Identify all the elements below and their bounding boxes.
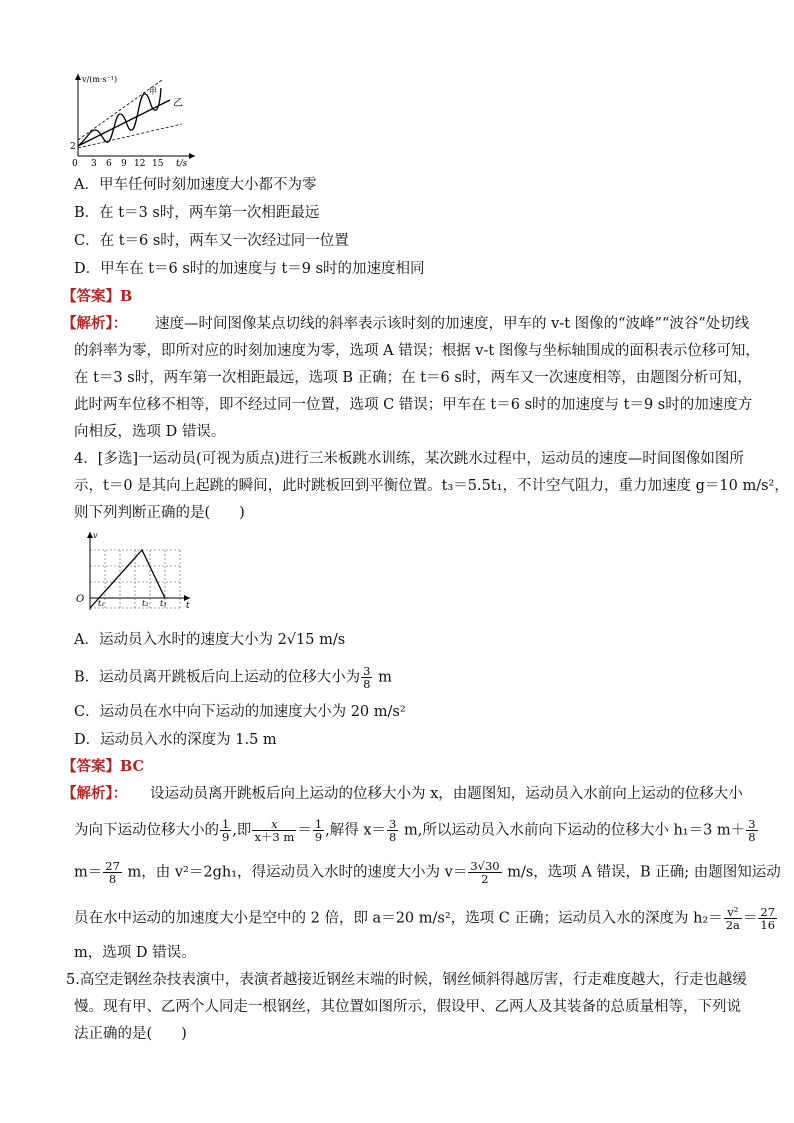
q3-analysis-line-3: 在 t＝3 s时，两车第一次相距最远，选项 B 正确；在 t＝6 s时，两车又一次速度相等，由题图分析可知， bbox=[74, 370, 752, 386]
q3-option-b: B．在 t＝3 s时，两车第一次相距最远 bbox=[74, 205, 320, 221]
q3-option-d: D．甲车在 t＝6 s时的加速度与 t＝9 s时的加速度相同 bbox=[74, 261, 425, 277]
fig1-y-axis-label: v/(m·s⁻¹) bbox=[82, 75, 118, 84]
fig1-x-tick-3: 3 bbox=[91, 159, 97, 169]
q5-stem-line-1: 5.高空走钢丝杂技表演中，表演者越接近钢丝末端的时候，钢丝倾斜得越厉害，行走难度越大，行走也越缓 bbox=[66, 972, 747, 988]
fig1-label-jia: 甲 bbox=[149, 87, 157, 96]
q3-analysis-line-5: 向相反，选项 D 错误。 bbox=[74, 424, 226, 440]
q3-option-a: A．甲车任何时刻加速度大小都不为零 bbox=[74, 177, 317, 193]
vt-graph-jia-yi bbox=[70, 70, 200, 170]
fig2-t-label: t bbox=[186, 601, 190, 611]
fig1-y-tick: 2 bbox=[70, 142, 76, 152]
q4-stem-line-2: 示，t＝0 是其向上起跳的瞬间，此时跳板回到平衡位置。t₃＝5.5t₁，不计空气阻力，重力加速度 g＝10 m/s²， bbox=[74, 478, 789, 494]
q3-answer: 【答案】B bbox=[62, 288, 133, 305]
q5-stem-line-3: 法正确的是( ) bbox=[74, 1026, 187, 1042]
fig2-origin: O bbox=[76, 594, 85, 605]
q4-option-d: D．运动员入水的深度为 1.5 m bbox=[74, 732, 277, 748]
q4-answer: 【答案】BC bbox=[62, 758, 145, 775]
q3-analysis-line-4: 此时两车位移不相等，即不经过同一位置，选项 C 错误；甲车在 t＝6 s时的加速度与 t＝9 s时的加速度方 bbox=[74, 397, 753, 413]
fig2-t1: t₁ bbox=[98, 599, 105, 608]
q3-analysis-line-2: 的斜率为零，即所对应的时刻加速度为零，选项 A 错误；根据 v-t 图像与坐标轴围成的面积表示位移可知， bbox=[74, 343, 760, 359]
vt-graph-diver bbox=[72, 528, 197, 613]
q4-option-b: B．运动员离开跳板后向上运动的位移大小为 $\frac{3}{8}$ m bbox=[74, 664, 392, 691]
q4-analysis-label: 【解析】： bbox=[62, 785, 128, 802]
q4-analysis-line-5: m，选项 D 错误。 bbox=[74, 945, 196, 961]
fig1-x-tick-6: 6 bbox=[106, 159, 112, 169]
fig1-x-tick-9: 9 bbox=[121, 159, 127, 169]
q4-analysis-line-4: 员在水中运动的加速度大小是空中的 2 倍，即 a＝20 m/s²，选项 C 正确；运动员入水的深度为 h₂＝ $\frac{\text{v²}}{2a}$ ＝ $\frac{27}{16}$ bbox=[74, 905, 776, 932]
q4-analysis-line-2: 为向下运动位移大小的 $\frac{1}{9}$ ,即 $\frac{x}{x+3 m}$ ＝ $\frac{1}{9}$ ,解得 x＝ $\frac{3}{8}$ m,所以运动员入水前向下运动的位移大小 h₁＝3 m＋ $\frac{3}{8}$ bbox=[74, 817, 756, 844]
fig1-x-tick-12: 12 bbox=[134, 159, 146, 169]
q4-analysis-line-1: 设运动员离开跳板后向上运动的位移大小为 x，由题图知，运动员入水前向上运动的位移大小 bbox=[150, 786, 743, 802]
q3-analysis-line-1: 速度—时间图像某点切线的斜率表示该时刻的加速度，甲车的 v-t 图像的“波峰”“波谷”处切线 bbox=[155, 316, 750, 332]
q3-analysis-label: 【解析】： bbox=[62, 315, 128, 332]
q4-option-a: A．运动员入水时的速度大小为 2√15 m/s bbox=[74, 632, 346, 648]
q3-option-c: C．在 t＝6 s时，两车又一次经过同一位置 bbox=[74, 233, 349, 249]
fig1-x-tick-15: 15 bbox=[152, 159, 164, 169]
fig2-v-label: v bbox=[93, 531, 98, 540]
fig1-x-axis-label: t/s bbox=[176, 159, 188, 169]
fig1-label-yi: 乙 bbox=[173, 98, 183, 109]
q4-option-c: C．运动员在水中向下运动的加速度大小为 20 m/s² bbox=[74, 704, 406, 720]
fig2-t2: t₂ bbox=[142, 599, 149, 608]
q4-stem-line-3: 则下列判断正确的是( ) bbox=[74, 505, 245, 521]
fig2-t3: t₃ bbox=[160, 599, 167, 608]
q5-stem-line-2: 慢。现有甲、乙两个人同走一根钢丝，其位置如图所示，假设甲、乙两人及其装备的总质量相等，下列说 bbox=[74, 999, 741, 1015]
fig1-origin: 0 bbox=[72, 159, 78, 169]
q4-analysis-line-3: m＝ $\frac{27}{8}$ m，由 v²＝2gh₁，得运动员入水时的速度大小为 v＝ $\frac{3√30}{2}$ m/s，选项 A 错误，B 正确; 由题图知运动 bbox=[74, 859, 781, 886]
q4-stem-line-1: 4．[多选]一运动员(可视为质点)进行三米板跳水训练，某次跳水过程中，运动员的速度—时间图像如图所 bbox=[74, 451, 744, 467]
